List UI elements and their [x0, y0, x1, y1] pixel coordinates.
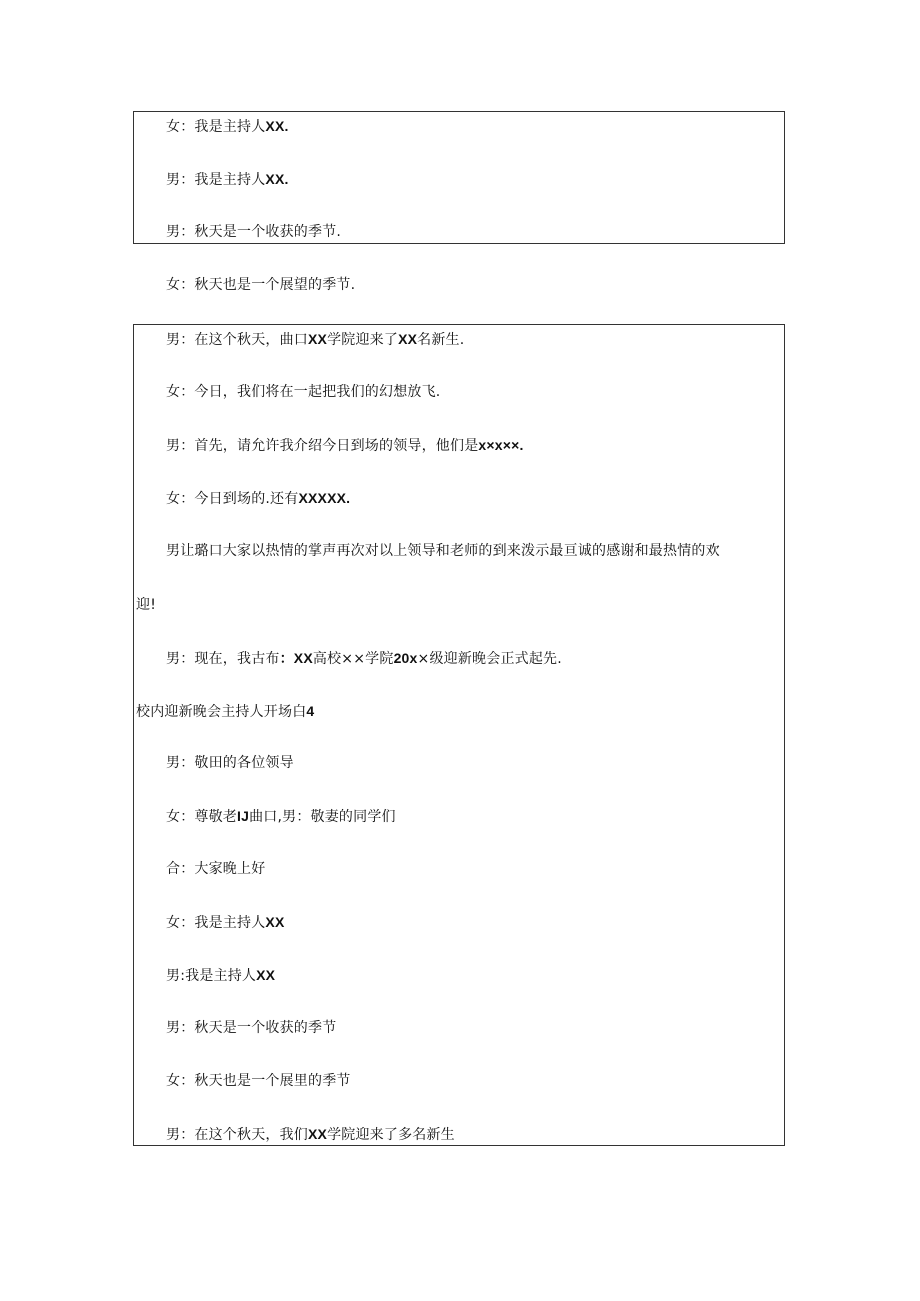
- line-text: ：XX: [279, 650, 313, 666]
- line-text: 曲口,男：敬妻的同学们: [249, 809, 396, 825]
- line-text: 男:我是主持人: [166, 968, 257, 984]
- line-text: XX: [398, 331, 418, 347]
- dialogue-line: [166, 435, 524, 456]
- line-text: 女：尊敬老: [166, 809, 237, 825]
- line-text: 学院迎来了: [327, 332, 399, 348]
- line-text: XX: [256, 967, 276, 983]
- line-text: 男让璐口大家以热情的掌声再次对以上领导和老师的到来泼示最亘诚的感谢和最热情的欢: [166, 543, 720, 559]
- line-text: 迎!: [136, 597, 157, 613]
- dialogue-line: [166, 859, 265, 879]
- line-text: 女：今日，我们将在一起把我们的幻想放飞.: [166, 384, 441, 400]
- line-text: 20x: [393, 650, 418, 666]
- line-text: XXXXX.: [298, 490, 351, 506]
- dialogue-line: [166, 753, 294, 773]
- dialogue-line: [166, 169, 289, 190]
- dialogue-line: [166, 1018, 336, 1038]
- line-text: 女：秋天也是一个展望的季节.: [166, 277, 356, 293]
- line-text: 高校××学院: [312, 651, 394, 667]
- dialogue-line: [136, 595, 156, 615]
- dialogue-line: [166, 488, 350, 509]
- line-text: 女：我是主持人: [166, 915, 266, 931]
- line-text: 学院迎来了多名新生: [327, 1127, 455, 1143]
- line-text: 男：秋天是一个收获的季节: [166, 1020, 337, 1036]
- line-text: 男：在这个秋天，曲口: [166, 332, 308, 348]
- line-text: XX: [265, 914, 285, 930]
- dialogue-line: [166, 806, 396, 827]
- dialogue-line: [166, 222, 341, 242]
- line-text: XX: [308, 1126, 328, 1142]
- dialogue-line: [166, 648, 562, 669]
- dialogue-line: [166, 275, 355, 295]
- line-text: 男：现在，我古布: [166, 651, 280, 667]
- dialogue-line: [166, 382, 440, 402]
- line-text: 名新生.: [417, 332, 465, 348]
- line-text: 女：秋天也是一个展里的季节: [166, 1073, 351, 1089]
- line-text: 4: [306, 703, 315, 719]
- line-text: 女：今日到场的.还有: [166, 491, 299, 507]
- line-text: 女：我是主持人: [166, 119, 266, 135]
- dialogue-line: [166, 116, 289, 137]
- line-text: XX.: [265, 118, 289, 134]
- line-text: 合：大家晚上好: [166, 861, 266, 877]
- line-text: IJ: [237, 808, 250, 824]
- dialogue-line: [166, 1124, 455, 1145]
- dialogue-line: [166, 965, 275, 986]
- section-heading: [136, 701, 314, 722]
- line-text: XX: [308, 331, 328, 347]
- line-text: 男：在这个秋天，我们: [166, 1127, 308, 1143]
- line-text: 男：敬田的各位领导: [166, 755, 294, 771]
- line-text: 校内迎新晚会主持人开场白: [136, 704, 307, 720]
- line-text: 男：我是主持人: [166, 172, 266, 188]
- line-text: XX.: [265, 171, 289, 187]
- line-text: 男：秋天是一个收获的季节.: [166, 224, 342, 240]
- line-text: ×级迎新晚会正式起先.: [417, 651, 562, 667]
- dialogue-line: [166, 541, 720, 561]
- dialogue-line: [166, 912, 284, 933]
- dialogue-line: [166, 1071, 351, 1091]
- dialogue-line: [166, 329, 464, 350]
- line-text: 男：首先，请允许我介绍今日到场的领导，他们是: [166, 438, 479, 454]
- line-text: x×x××.: [478, 437, 524, 453]
